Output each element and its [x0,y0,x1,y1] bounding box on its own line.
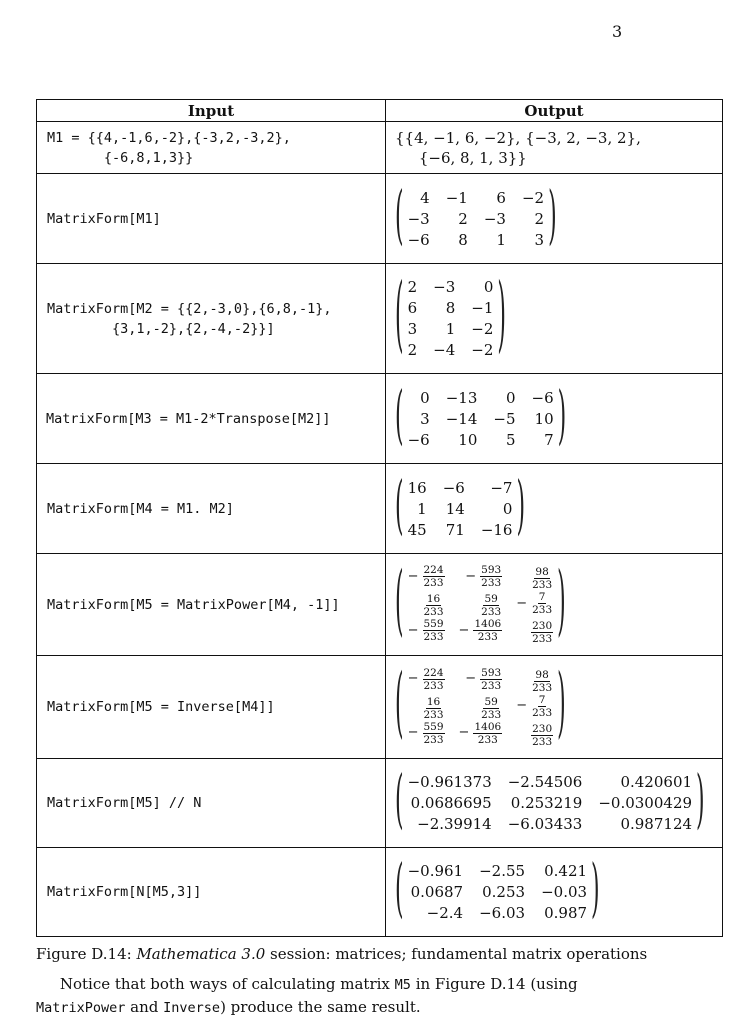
matrix-cell: 8 [445,299,456,317]
fraction-numerator: 98 [535,566,549,578]
fraction-cell [408,564,445,591]
matrix-cell: −6.03 [479,904,526,922]
matrix-cell: −1 [445,188,468,207]
fraction-numerator: 59 [484,695,498,708]
fraction-denominator: 233 [477,733,498,746]
right-paren: ) [548,181,557,254]
fraction [408,721,445,746]
matrix-cell: −0.03 [541,883,588,901]
fraction-numerator: 593 [481,666,502,679]
matrix-cell: −4 [433,341,456,359]
fraction-denominator: 233 [481,606,502,618]
matrix-cell: −2.55 [479,862,526,880]
matrix-cell: 0 [502,499,513,518]
caption-label: Figure D.14: [36,945,137,963]
matrix-output [395,765,705,838]
matrix-cell: −2 [471,341,494,359]
table-row [37,554,723,656]
fraction [408,618,445,643]
matrix-cell: 0.987124 [620,815,693,833]
fraction-sign: − [407,671,419,686]
fraction-cell [516,591,553,618]
matrix-cell: −0.0300429 [598,794,693,812]
session-table [36,99,723,937]
matrix-cell: 16 [407,478,427,497]
fraction-grid [408,667,554,748]
fraction-numerator: 230 [532,620,553,632]
matrix-cell: 2 [407,278,418,296]
fraction-numerator: 16 [426,593,441,605]
caption-software: Mathematica 3.0 [136,945,266,963]
fraction [423,593,445,618]
matrix-cell: 0.0687 [410,883,464,901]
fraction-denominator: 233 [532,579,553,591]
fraction-numerator: 1406 [474,720,502,733]
fraction [408,667,445,692]
table-row [37,656,723,759]
fraction-cell [459,564,503,591]
fraction-denominator: 233 [481,679,502,692]
input-cell: MatrixForm[M5 = MatrixPower[M4, -1]] [37,554,386,656]
fraction-numerator: 98 [535,668,549,681]
matrix-cell: −6 [407,230,430,249]
input-cell: MatrixForm[M5] // N [37,759,386,848]
matrix-cell: −2 [521,188,545,207]
fraction-denominator: 233 [423,733,444,746]
fraction-cell [408,721,445,748]
matrix-cell: 1 [496,230,506,249]
fraction [408,564,445,589]
matrix-cell: −6 [407,430,430,449]
input-cell: MatrixForm[M1] [37,174,386,264]
left-paren: ( [395,381,404,454]
left-paren: ( [395,269,404,364]
paragraph-text: and [125,998,164,1016]
left-paren: ( [395,854,404,927]
output-cell [386,174,723,264]
fraction [516,591,553,616]
header-row [37,100,723,122]
fraction-numerator: 16 [426,695,441,708]
output-cell [386,848,723,937]
fraction-denominator: 233 [423,679,444,692]
fraction-denominator: 233 [532,735,553,748]
input-cell: MatrixForm[N[M5,3]] [37,848,386,937]
matrix-cell: 2 [407,341,418,359]
fraction-cell [459,591,503,618]
fraction-numerator: 593 [481,564,502,576]
fraction-numerator: 7 [538,693,546,706]
fraction [516,694,553,719]
fraction-cell [408,591,445,618]
fraction [423,696,445,721]
fraction-sign: − [516,595,528,611]
matrix-cell: 2 [534,209,545,228]
input-cell: M1 = {{4,-1,6,-2},{-3,2,-3,2}, {-6,8,1,3}} [37,122,386,174]
matrix-cell: 6 [407,299,418,317]
table-row [37,848,723,937]
output-list: {{4, −1, 6, −2}, {−3, 2, −3, 2}, {−6, 8, 1, 3}} [395,128,641,167]
output-cell [386,264,723,374]
paragraph-text: Notice that both ways of calculating matrix [59,975,395,993]
fraction-cell [459,694,503,721]
matrix-cell: −1 [471,299,494,317]
matrix-grid [408,861,587,923]
matrix-cell: 8 [458,230,468,249]
fraction-sign: − [516,698,528,713]
fraction-sign: − [458,622,470,638]
matrix-cell: 2 [458,209,468,228]
matrix-grid [408,388,554,450]
table-row [37,122,723,174]
input-cell: MatrixForm[M4 = M1. M2] [37,464,386,554]
fraction-sign: − [465,568,477,584]
right-paren: ) [591,854,600,927]
matrix-cell: 0 [483,278,494,296]
matrix-cell: 14 [445,499,465,518]
table-row [37,464,723,554]
matrix-cell: 3 [534,230,545,249]
fraction-cell [408,618,445,645]
matrix-cell: −3 [483,209,506,228]
fraction-numerator: 1406 [474,618,502,630]
fraction-cell [459,618,503,645]
matrix-grid [408,478,513,540]
fraction-matrix-output [395,559,566,647]
matrix-output [395,381,567,454]
right-paren: ) [557,559,566,647]
matrix-cell: −3 [407,209,430,228]
matrix-cell: 45 [407,520,427,539]
fraction-denominator: 233 [532,633,553,645]
matrix-cell: 0.0686695 [410,794,492,812]
fraction-numerator: 7 [538,591,546,603]
matrix-cell: −7 [490,478,513,497]
left-paren: ( [395,471,404,544]
matrix-cell: 71 [445,520,465,539]
table-row [37,759,723,848]
matrix-cell: −6 [442,478,465,497]
fraction-denominator: 233 [532,681,553,694]
matrix-cell: 0.253 [482,883,526,901]
input-cell: MatrixForm[M3 = M1-2*Transpose[M2]] [37,374,386,464]
matrix-cell: −6.03433 [507,815,583,833]
matrix-cell: −13 [445,388,478,407]
matrix-output [395,854,600,927]
fraction [531,620,553,645]
fraction-sign: − [407,725,419,740]
matrix-cell: −0.961 [407,862,464,880]
fraction-denominator: 233 [423,708,444,721]
matrix-cell: 0.421 [544,862,588,880]
fraction [480,696,502,721]
body-paragraph [36,973,726,1019]
fraction-numerator: 230 [532,722,553,735]
input-cell: MatrixForm[M2 = {{2,-3,0},{6,8,-1}, {3,1,-2},{2,-4,-2}}] [37,264,386,374]
paragraph-text: ) produce the same result. [220,998,421,1016]
paragraph-code: MatrixPower [36,1000,126,1016]
right-paren: ) [557,661,566,749]
fraction-cell [516,564,553,591]
matrix-output [395,269,506,364]
fraction-grid [408,564,554,645]
matrix-cell: 7 [544,430,554,449]
matrix-cell: 4 [420,188,430,207]
matrix-cell: 3 [407,320,418,338]
matrix-output [395,471,526,544]
matrix-grid [408,772,692,834]
matrix-cell: 1 [417,499,427,518]
output-cell [386,464,723,554]
matrix-cell: −2.54506 [507,773,583,791]
matrix-cell: −6 [531,388,554,407]
matrix-cell: −5 [493,409,516,428]
fraction [465,667,502,692]
left-paren: ( [395,765,404,838]
left-paren: ( [395,559,404,647]
figure-caption [36,945,647,963]
output-cell [386,554,723,656]
fraction-sign: − [458,725,470,740]
fraction-denominator: 233 [481,577,502,589]
fraction [480,593,502,618]
matrix-cell: 0.987 [544,904,588,922]
fraction-cell [459,667,503,694]
output-cell [386,374,723,464]
fraction-denominator: 233 [532,604,553,616]
right-paren: ) [696,765,705,838]
matrix-cell: 0 [505,388,516,407]
fraction [465,564,502,589]
right-paren: ) [497,269,506,364]
matrix-cell: 5 [505,430,516,449]
fraction-denominator: 233 [423,577,444,589]
fraction-sign: − [407,622,419,638]
matrix-cell: 0 [420,388,430,407]
fraction-denominator: 233 [477,631,498,643]
fraction-numerator: 224 [423,666,444,679]
left-paren: ( [395,661,404,749]
matrix-cell: 6 [496,188,506,207]
output-header: Output [386,100,723,122]
matrix-cell: −14 [445,409,478,428]
fraction-numerator: 224 [423,564,444,576]
table-row [37,174,723,264]
fraction-cell [516,667,553,694]
fraction-numerator: 559 [423,618,444,630]
fraction-numerator: 559 [423,720,444,733]
paragraph-text: in Figure D.14 (using [410,975,578,993]
matrix-cell: 10 [458,430,478,449]
fraction [531,669,553,694]
table-row [37,264,723,374]
output-cell [386,122,723,174]
page-number: 3 [612,22,623,41]
table-row [37,374,723,464]
matrix-cell: 3 [420,409,430,428]
input-cell: MatrixForm[M5 = Inverse[M4]] [37,656,386,759]
fraction [531,566,553,591]
fraction-denominator: 233 [532,706,553,719]
matrix-cell: 1 [445,320,456,338]
fraction-cell [516,721,553,748]
fraction-denominator: 233 [481,708,502,721]
fraction [459,721,503,746]
fraction-cell [408,694,445,721]
fraction-numerator: 59 [484,593,498,605]
matrix-output [395,181,557,254]
matrix-cell: −3 [433,278,456,296]
matrix-cell: −2 [471,320,494,338]
right-paren: ) [516,471,526,544]
fraction [459,618,503,643]
left-paren: ( [395,181,404,254]
matrix-cell: 0.420601 [620,773,693,791]
matrix-cell: 10 [534,409,554,428]
fraction-cell [516,618,553,645]
fraction-matrix-output [395,661,566,749]
fraction-cell [459,721,503,748]
caption-text: session: matrices; fundamental matrix operations [265,945,648,963]
matrix-cell: −0.961373 [407,773,492,791]
paragraph-code: Inverse [163,1000,221,1016]
matrix-cell: 0.253219 [510,794,583,812]
fraction-cell [408,667,445,694]
matrix-cell: −2.4 [426,904,464,922]
fraction-denominator: 233 [423,631,444,643]
output-cell [386,759,723,848]
fraction-sign: − [407,568,419,584]
paragraph-code: M5 [394,977,411,993]
matrix-grid [408,277,494,360]
fraction-denominator: 233 [423,606,444,618]
input-header: Input [37,100,386,122]
fraction [531,723,553,748]
matrix-grid [408,188,545,250]
matrix-cell: −16 [480,520,513,539]
matrix-cell: −2.39914 [417,815,492,833]
fraction-cell [516,694,553,721]
right-paren: ) [557,381,567,454]
output-cell [386,656,723,759]
fraction-sign: − [465,671,477,686]
